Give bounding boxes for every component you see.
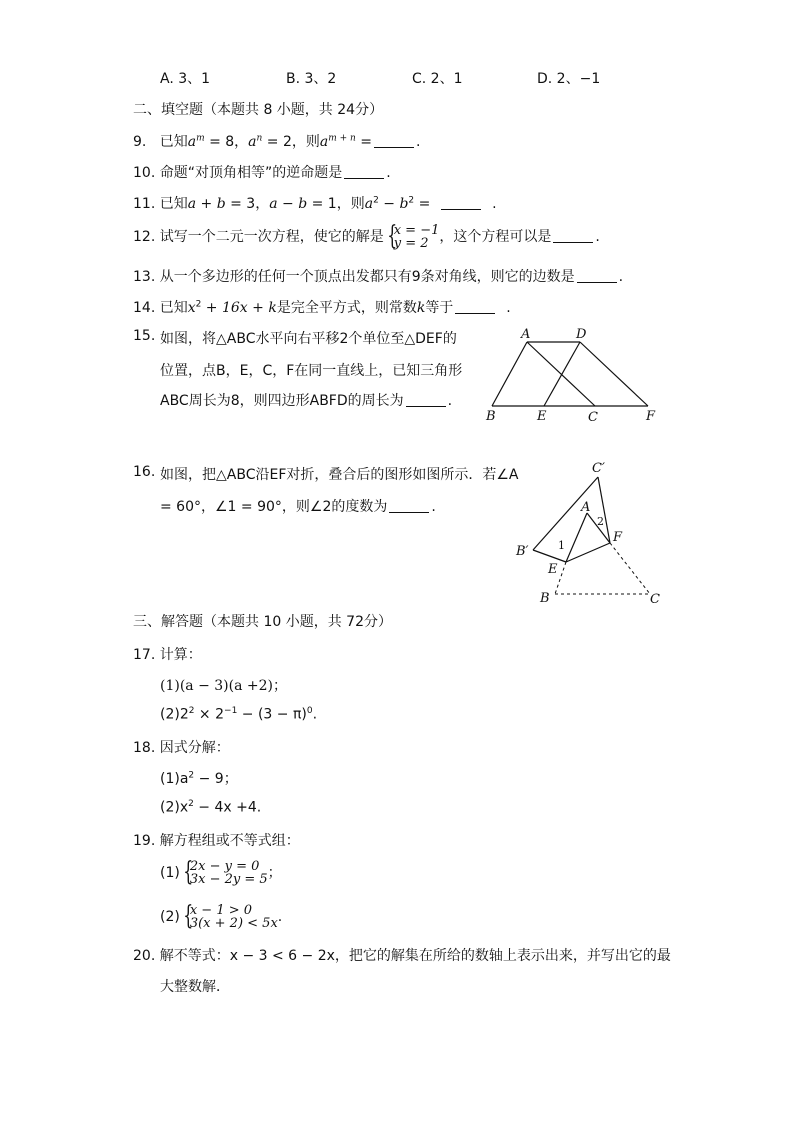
question-number: 13.	[133, 269, 156, 285]
q19-p1-end: ；	[267, 865, 282, 881]
q18-part-2	[160, 799, 261, 816]
answer-blank[interactable]	[406, 392, 446, 407]
q9-math: a	[319, 134, 329, 150]
q19-p2-label: (2)	[160, 909, 180, 925]
question-19	[133, 830, 300, 850]
answer-blank[interactable]	[455, 299, 495, 314]
label-a: A	[521, 327, 531, 342]
system-line: x − 1 > 0	[189, 903, 253, 918]
question-11	[133, 193, 497, 213]
q11-sup: 2	[408, 195, 415, 206]
segment-de	[544, 342, 580, 406]
q11-sup: 2	[373, 195, 379, 206]
q9-sup: n	[256, 133, 263, 144]
equation-system	[180, 857, 268, 887]
q9-text: = 8，	[204, 134, 249, 150]
section-title-solve: 三、解答题（本题共 10 小题，共 72分）	[133, 614, 392, 630]
label-e: E	[537, 409, 547, 424]
label-f: F	[613, 530, 623, 545]
question-13	[133, 266, 623, 286]
q9-sup: m + n	[328, 133, 356, 144]
q15-end: .	[447, 393, 453, 409]
fold-figure	[510, 455, 670, 610]
q11-math: a + b	[187, 196, 226, 212]
segment-ac	[527, 342, 595, 406]
q14-text: 是完全平方式，则常数	[276, 300, 417, 316]
question-10	[133, 162, 391, 182]
answer-blank[interactable]	[577, 268, 617, 283]
q13-end: .	[618, 269, 624, 285]
q14-text: 等于	[425, 300, 454, 316]
q9-math: a	[248, 134, 257, 150]
q17-p2: × 2	[194, 706, 225, 723]
question-number: 14.	[133, 300, 156, 316]
option-d: D. 2、−1	[537, 71, 601, 87]
label-b: B	[486, 409, 496, 424]
question-12	[133, 221, 600, 251]
brace-icon: {	[387, 221, 397, 251]
label-a: A	[581, 500, 591, 515]
question-20	[133, 945, 671, 965]
answer-blank[interactable]	[553, 228, 593, 243]
option-c: C. 2、1	[412, 71, 463, 87]
q15-line-1: 如图，将△ABC水平向右平移2个单位至△DEF的	[160, 331, 457, 347]
q17-p2: − (3 − π)	[237, 706, 307, 723]
q14-math: x	[187, 300, 196, 316]
q19-title: 解方程组或不等式组：	[159, 833, 300, 849]
option-b: B. 3、2	[286, 71, 337, 87]
answer-blank[interactable]	[344, 164, 384, 179]
q9-text: =	[355, 134, 373, 150]
q17-part-2	[160, 706, 317, 723]
brace-icon: {	[183, 857, 194, 887]
question-15-number: 15.	[133, 328, 156, 344]
q11-text: = 3，	[225, 196, 270, 212]
segment-cp-f	[598, 477, 610, 543]
answer-blank[interactable]	[441, 195, 481, 210]
q18-p1: (1)a	[160, 771, 189, 787]
q17-sup: −1	[224, 706, 238, 716]
q15-text: ABC周长为8，则四边形ABFD的周长为	[160, 393, 404, 409]
segment-ab	[492, 342, 527, 406]
question-17	[133, 644, 202, 664]
q17-sup: 0	[306, 706, 313, 716]
q14-sup: 2	[195, 299, 202, 310]
system-line: 3x − 2y = 5	[189, 872, 268, 887]
label-c-prime: C′	[592, 461, 605, 476]
q11-end: .	[492, 196, 497, 212]
question-9	[133, 131, 420, 151]
q12-text: ，这个方程可以是	[439, 229, 552, 245]
q19-part-2	[160, 901, 283, 931]
q9-text: = 2，则	[262, 134, 320, 150]
q11-math: a	[364, 196, 374, 212]
q19-part-1	[160, 857, 282, 887]
q13-text: 从一个多边形的任何一个顶点出发都只有9条对角线，则它的边数是	[159, 269, 575, 285]
q11-text: =	[414, 196, 431, 212]
label-angle-1: 1	[558, 539, 565, 552]
question-number: 18.	[133, 740, 156, 756]
q16-text: = 60°，∠1 = 90°，则∠2的度数为	[160, 499, 388, 515]
segment-df	[580, 342, 648, 406]
q17-sup: 2	[188, 706, 195, 716]
q18-sup: 2	[188, 770, 195, 781]
q18-part-1	[160, 768, 238, 788]
q9-end: .	[416, 134, 421, 150]
q16-end: .	[431, 499, 436, 515]
label-angle-2: 2	[597, 515, 604, 528]
q9-math: a	[187, 134, 197, 150]
q17-p2: (2)2	[160, 706, 189, 723]
question-number: 19.	[133, 833, 156, 849]
system-line: 2x − y = 0	[189, 859, 260, 874]
q20-line-1: 解不等式：x − 3 < 6 − 2x，把它的解集在所给的数轴上表示出来，并写出它的最	[159, 948, 671, 964]
q15-line-3	[160, 390, 452, 410]
q18-sup: 2	[188, 799, 194, 809]
q9-sup: m	[196, 133, 205, 144]
answer-blank[interactable]	[389, 498, 429, 513]
question-number: 17.	[133, 647, 156, 663]
q17-title: 计算：	[159, 647, 202, 663]
system-line: 3(x + 2) < 5x	[189, 916, 278, 931]
q15-line-2: 位置，点B，E，C，F在同一直线上，已知三角形	[160, 363, 463, 379]
q18-p2: − 4x +4.	[193, 799, 262, 816]
option-a: A. 3、1	[160, 71, 211, 87]
q16-line-1: 如图，把△ABC沿EF对折，叠合后的图形如图所示．若∠A	[160, 467, 519, 483]
question-number: 10.	[133, 165, 156, 181]
question-number: 11.	[133, 196, 156, 212]
q19-p1-label: (1)	[160, 865, 180, 881]
brace-icon: {	[183, 901, 194, 931]
label-f: F	[646, 409, 656, 424]
q11-text: = 1，则	[307, 196, 365, 212]
label-c: C	[650, 592, 660, 607]
system-line: x = −1	[393, 223, 440, 238]
q17-part-1: (1)(a − 3)(a +2)；	[160, 678, 287, 694]
q12-text: 试写一个二元一次方程，使它的解是	[159, 229, 384, 245]
q11-math: − b	[378, 196, 409, 212]
q10-end: .	[386, 165, 391, 181]
q14-math: k	[416, 300, 426, 316]
dashed-fc	[610, 543, 650, 594]
q18-p1: − 9；	[194, 771, 238, 787]
q18-p2: (2)x	[160, 799, 189, 816]
inequality-system	[180, 901, 278, 931]
q20-line-2: 大整数解．	[160, 979, 230, 995]
label-b-prime: B′	[516, 544, 529, 559]
q16-line-2	[160, 496, 436, 516]
question-number: 9.	[133, 134, 147, 150]
question-16-number: 16.	[133, 464, 156, 480]
equation-system	[384, 221, 440, 251]
label-c: C	[588, 410, 598, 425]
system-line: y = 2	[393, 236, 429, 251]
question-14	[133, 297, 511, 317]
q14-math: + 16x + k	[201, 300, 277, 316]
q9-text: 已知	[159, 134, 188, 150]
question-number: 12.	[133, 229, 156, 245]
translation-figure	[480, 322, 670, 426]
q11-text: 已知	[159, 196, 188, 212]
label-e: E	[548, 562, 558, 577]
q12-end: .	[595, 229, 600, 245]
label-b: B	[540, 591, 550, 606]
q17-p2: .	[312, 706, 318, 723]
question-number: 20.	[133, 948, 156, 964]
label-d: D	[576, 327, 587, 342]
section-title-fill-blank: 二、填空题（本题共 8 小题，共 24分）	[133, 102, 384, 118]
answer-blank[interactable]	[374, 133, 414, 148]
q14-text: 已知	[159, 300, 188, 316]
q10-text: 命题“对顶角相等”的逆命题是	[159, 165, 343, 181]
q14-end: .	[506, 300, 511, 316]
question-18	[133, 737, 230, 757]
q11-math: a − b	[269, 196, 308, 212]
q19-p2-end: .	[277, 909, 283, 925]
q18-title: 因式分解：	[159, 740, 230, 756]
